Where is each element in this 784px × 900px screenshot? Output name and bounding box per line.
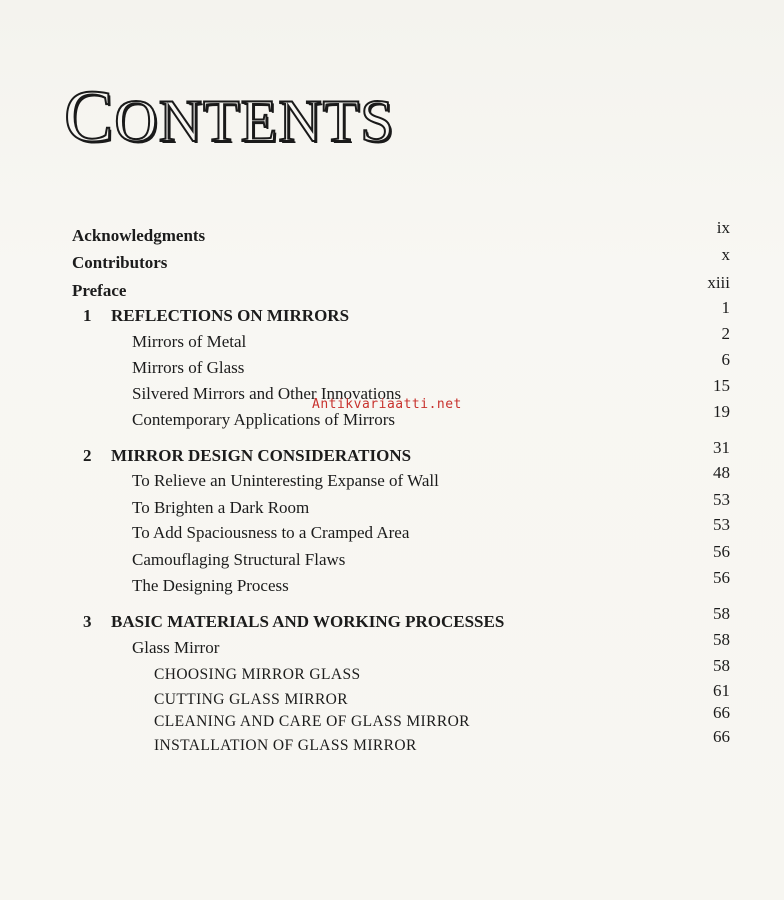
toc-entry-section: [0, 630, 784, 664]
toc-entry-title: CUTTING GLASS MIRROR: [154, 691, 349, 708]
toc-entry-sub: [0, 703, 784, 737]
toc-entry-section: [0, 324, 784, 358]
toc-entry-section: [0, 350, 784, 384]
toc-entry-title: INSTALLATION OF GLASS MIRROR: [154, 737, 417, 754]
toc-entry-front: [0, 273, 784, 307]
toc-entry-chapter: [0, 604, 784, 638]
toc-entry-section: [0, 515, 784, 549]
toc-page-number: 58: [713, 656, 730, 675]
toc-entry-sub: [0, 727, 784, 761]
toc-page-number: 53: [713, 515, 730, 534]
toc-entry-front: [0, 245, 784, 279]
toc-entry-title: Mirrors of Glass: [132, 358, 245, 377]
toc-entry-sub: [0, 656, 784, 690]
chapter-number: 2: [83, 446, 92, 465]
toc-page-number: 48: [713, 463, 730, 482]
toc-entry-title: Glass Mirror: [132, 638, 220, 657]
toc-entry-front: [0, 218, 784, 252]
toc-entry-title: Camouflaging Structural Flaws: [132, 550, 346, 569]
toc-page-number: 15: [713, 376, 730, 395]
toc-entry-title: Contemporary Applications of Mirrors: [132, 410, 395, 429]
toc-page-number: 53: [713, 490, 730, 509]
toc-page-number: 58: [713, 604, 730, 623]
toc-page-number: 56: [713, 568, 730, 587]
toc-page-number: xiii: [707, 273, 730, 292]
toc-page-number: ix: [716, 218, 730, 237]
toc-entry-section: [0, 568, 784, 602]
toc-entry-title: Preface: [72, 281, 127, 300]
chapter-number: 3: [83, 612, 92, 631]
chapter-number: 1: [83, 306, 92, 325]
toc-page-number: 66: [713, 703, 730, 722]
heading-rest: ONTENTS: [114, 88, 395, 154]
toc-entry-title: BASIC MATERIALS AND WORKING PROCESSES: [111, 612, 505, 631]
toc-entry-title: To Brighten a Dark Room: [132, 498, 310, 517]
toc-page-number: 66: [713, 727, 730, 746]
toc-entry-title: Silvered Mirrors and Other Innovations: [132, 384, 402, 403]
toc-page-number: x: [721, 245, 730, 264]
toc-page-number: 58: [713, 630, 730, 649]
toc-entry-title: CLEANING AND CARE OF GLASS MIRROR: [154, 713, 470, 730]
toc-entry-section: [0, 542, 784, 576]
toc-entry-title: The Designing Process: [132, 576, 289, 595]
toc-page-number: 19: [713, 402, 730, 421]
toc-entry-title: Acknowledgments: [72, 226, 206, 245]
toc-page-number: 6: [721, 350, 730, 369]
toc-entry-title: CHOOSING MIRROR GLASS: [154, 666, 361, 683]
toc-entry-title: REFLECTIONS ON MIRRORS: [111, 306, 350, 325]
toc-entry-title: Mirrors of Metal: [132, 332, 247, 351]
toc-page-number: 2: [721, 324, 730, 343]
toc-entry-title: To Add Spaciousness to a Cramped Area: [132, 523, 410, 542]
toc-page-number: 1: [721, 298, 730, 317]
toc-entry-chapter: [0, 298, 784, 332]
contents-heading: [64, 76, 395, 158]
toc-page-number: 56: [713, 542, 730, 561]
toc-entry-title: Contributors: [72, 253, 168, 272]
toc-entry-section: [0, 463, 784, 497]
toc-entry-title: MIRROR DESIGN CONSIDERATIONS: [111, 446, 412, 465]
toc-entry-chapter: [0, 438, 784, 472]
toc-entry-title: To Relieve an Uninteresting Expanse of Wall: [132, 471, 439, 490]
watermark: Antikvariaatti.net: [312, 397, 462, 412]
toc-page-number: 61: [713, 681, 730, 700]
toc-entry-section: [0, 490, 784, 524]
heading-initial: C: [64, 76, 115, 158]
toc-page-number: 31: [713, 438, 730, 457]
